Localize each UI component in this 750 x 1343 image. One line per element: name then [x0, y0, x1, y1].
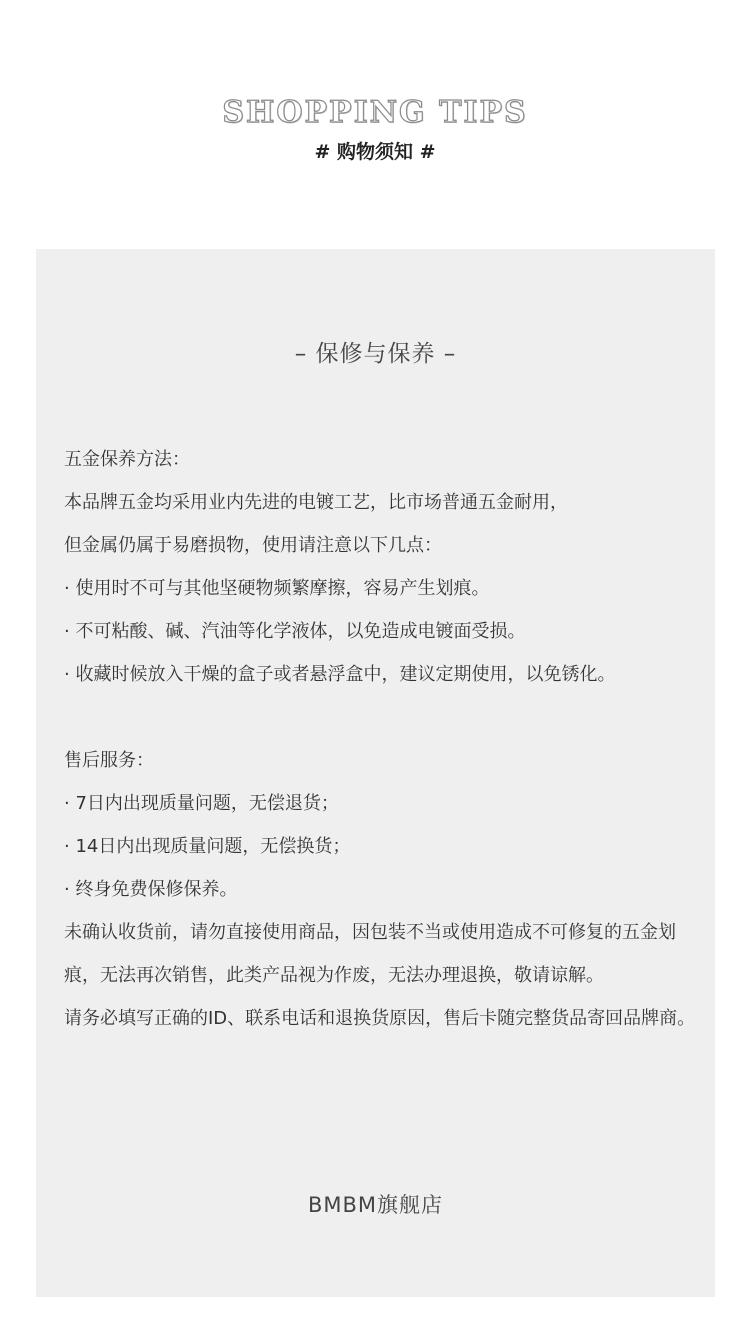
content-body: [64, 438, 704, 1040]
header: [0, 95, 750, 165]
after-sales-heading: 售后服务：: [64, 750, 154, 771]
after-sales-item: · 14日内出现质量问题，无偿换货；: [64, 836, 351, 857]
maintenance-tip: · 收藏时候放入干燥的盒子或者悬浮盒中，建议定期使用，以免锈化。: [64, 664, 616, 685]
section-title: – 保修与保养 –: [294, 341, 457, 367]
title-english: SHOPPING TIPS: [222, 95, 528, 130]
title-chinese: # 购物须知 #: [314, 141, 436, 163]
after-sales-notice: 请务必填写正确的ID、联系电话和退换货原因，售后卡随完整货品寄回品牌商。: [64, 1008, 696, 1029]
after-sales-item: · 终身免费保修保养。: [64, 879, 238, 900]
maintenance-tip: · 使用时不可与其他坚硬物频繁摩擦，容易产生划痕。: [64, 578, 490, 599]
after-sales-item: · 7日内出现质量问题，无偿退货；: [64, 793, 339, 814]
maintenance-heading: 五金保养方法：: [64, 449, 190, 470]
brand-name: BMBM旗舰店: [307, 1193, 444, 1217]
maintenance-intro-2: 但金属仍属于易磨损物，使用请注意以下几点：: [64, 535, 442, 556]
maintenance-tip: · 不可粘酸、碱、汽油等化学液体，以免造成电镀面受损。: [64, 621, 526, 642]
after-sales-notice: 未确认收货前，请勿直接使用商品，因包装不当或使用造成不可修复的五金划痕，无法再次销售，此类产品视为作废，无法办理退换，敬请谅解。: [64, 922, 676, 986]
info-panel: [36, 249, 715, 1297]
spacer: [64, 696, 704, 739]
maintenance-intro-1: 本品牌五金均采用业内先进的电镀工艺，比市场普通五金耐用，: [64, 492, 568, 513]
